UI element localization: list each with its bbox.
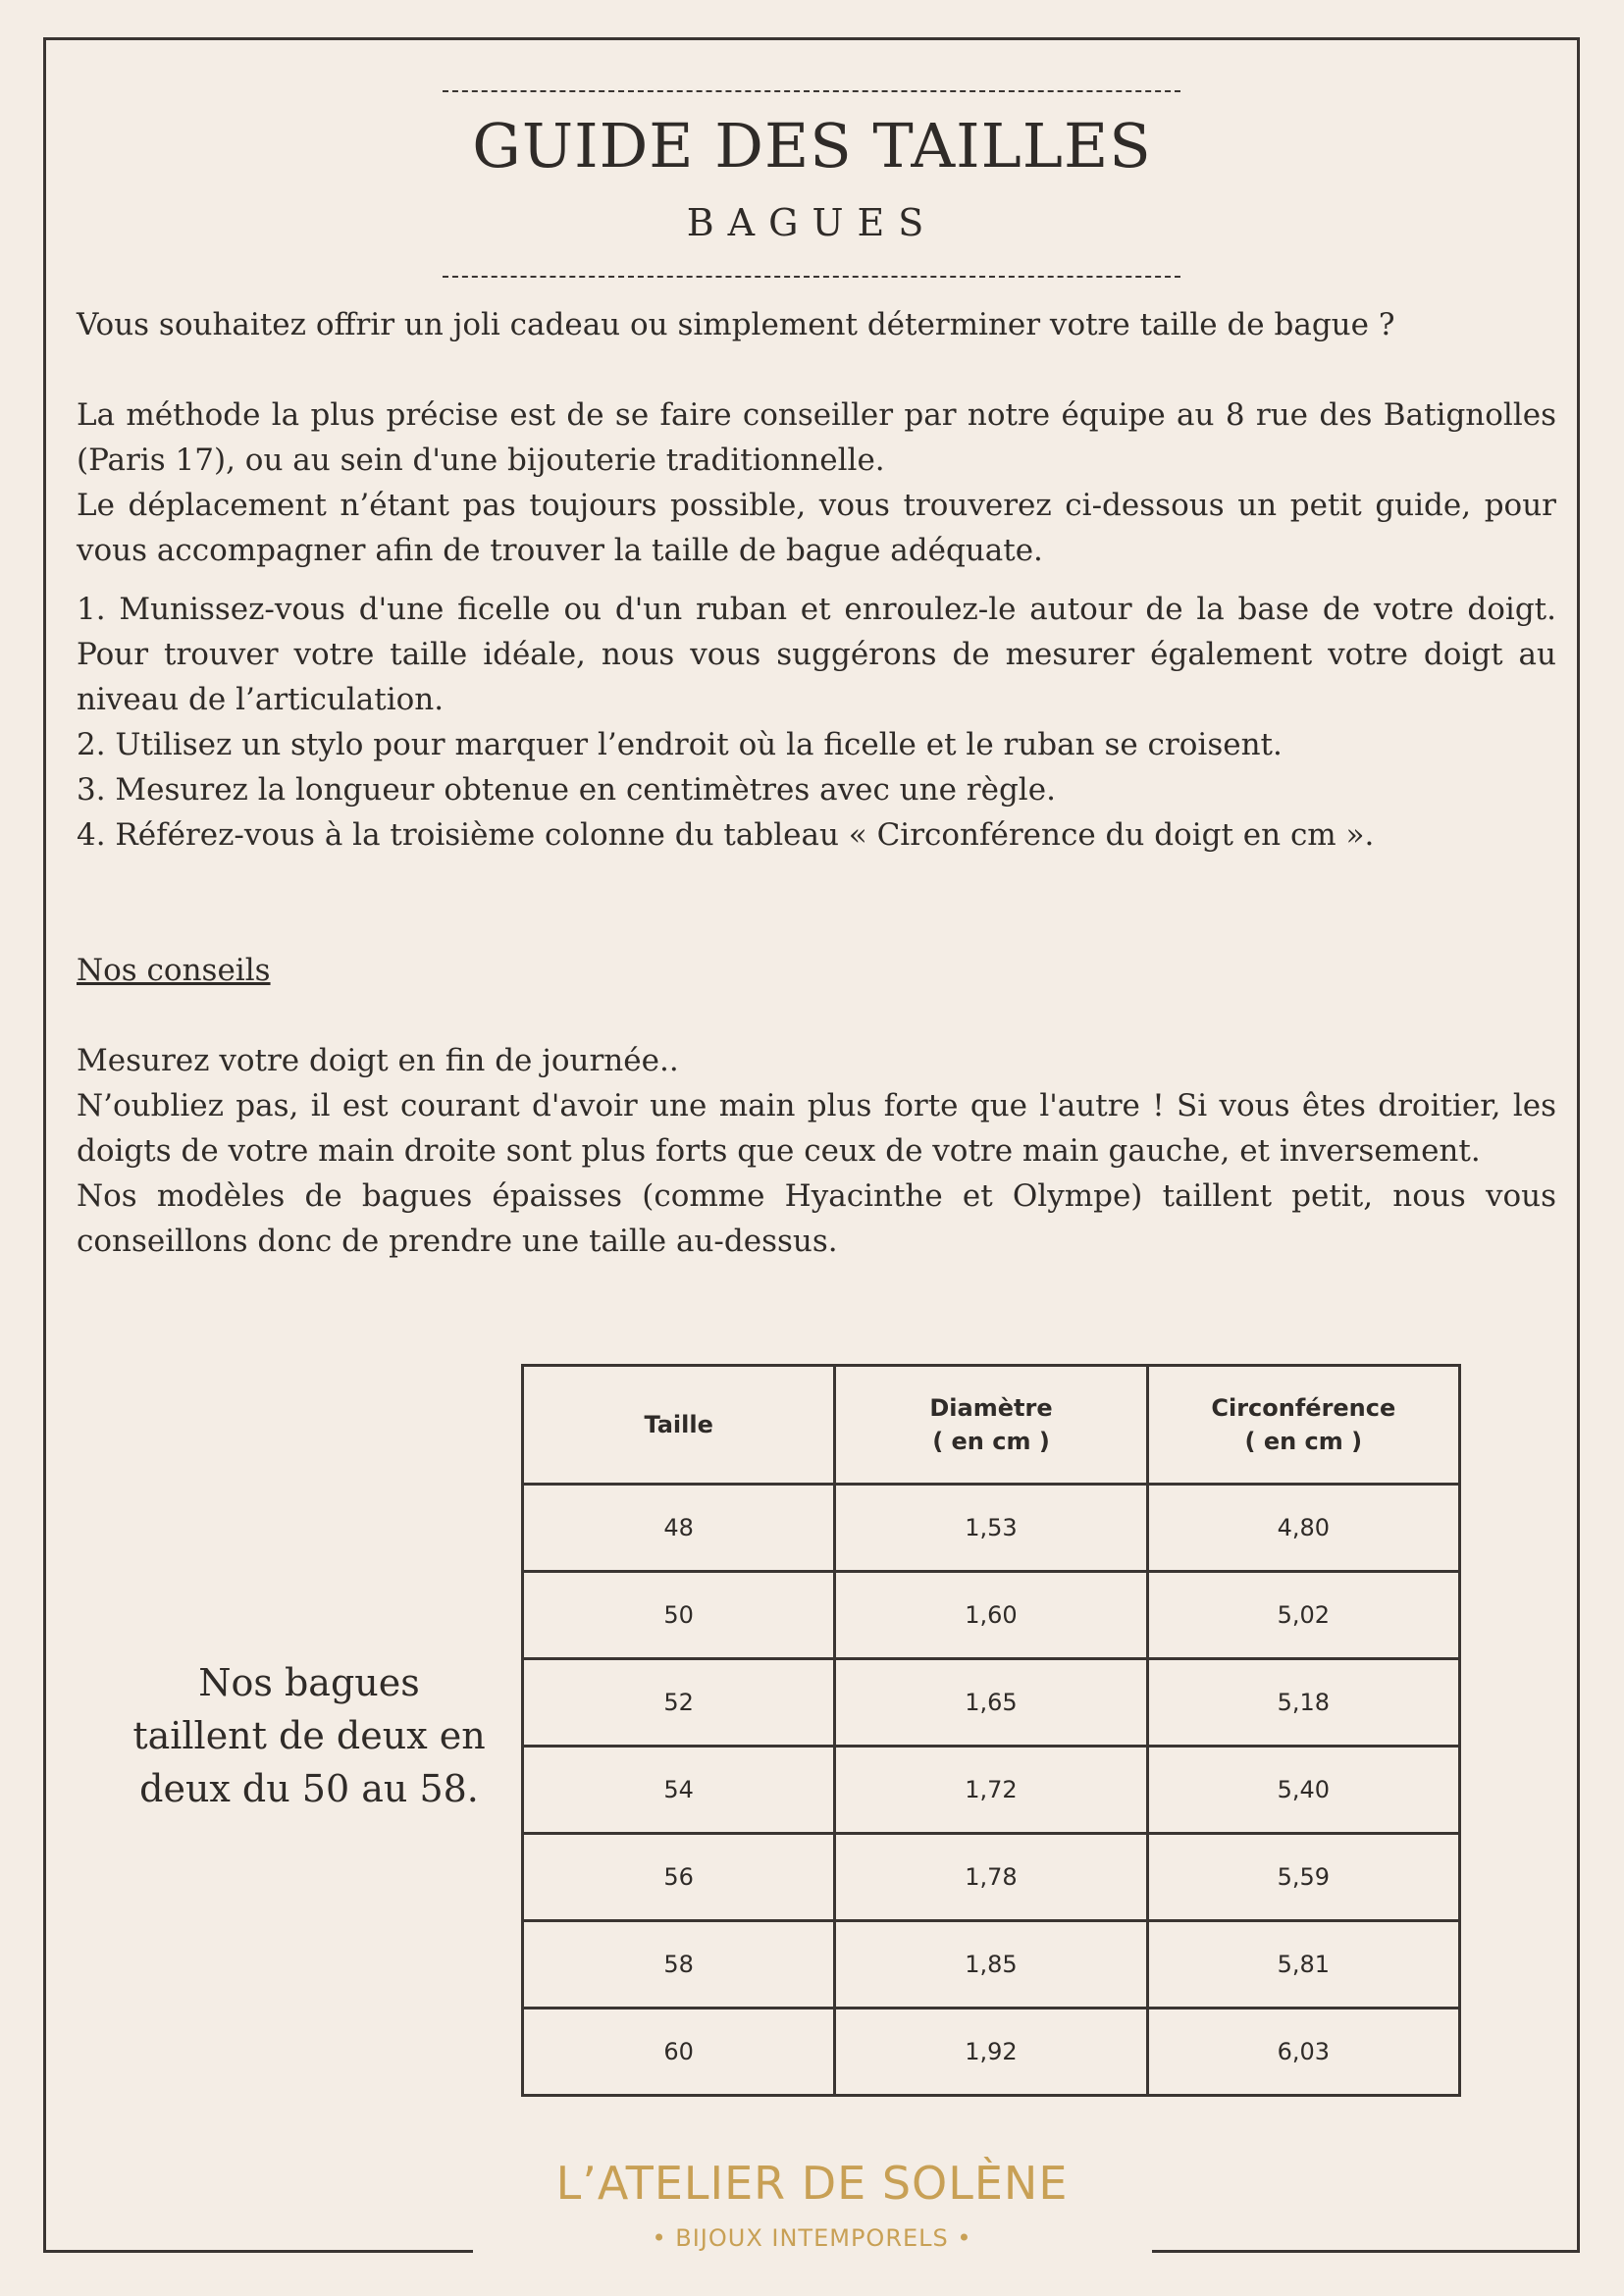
cell-diametre: 1,65	[835, 1659, 1147, 1747]
step-2: 2. Utilisez un stylo pour marquer l’endroit où la ficelle et le ruban se croisent.	[77, 727, 1283, 762]
size-range-note-line: Nos bagues	[198, 1661, 420, 1704]
size-range-note-line: deux du 50 au 58.	[139, 1767, 479, 1810]
advice-item-2: N’oubliez pas, il est courant d'avoir une main plus forte que l'autre ! Si vous êtes droitier, les doigts de votre main droite sont plus forts que ceux de votre main gauche, et inversement.	[77, 1088, 1556, 1169]
header-unit: ( en cm )	[1244, 1428, 1363, 1455]
cell-diametre: 1,85	[835, 1921, 1147, 2009]
page-subtitle: BAGUES	[686, 201, 938, 244]
cell-taille: 56	[523, 1834, 835, 1921]
cell-taille: 58	[523, 1921, 835, 2009]
column-header-taille	[523, 1366, 835, 1485]
column-header-diametre	[835, 1366, 1147, 1485]
cell-taille: 54	[523, 1747, 835, 1834]
top-dashed-divider	[443, 90, 1180, 92]
intro-method: La méthode la plus précise est de se faire conseiller par notre équipe au 8 rue des Batignolles (Paris 17), ou au sein d'une bijouterie traditionnelle.	[77, 397, 1556, 478]
page-title: GUIDE DES TAILLES	[472, 110, 1152, 182]
header-label: Circonférence	[1211, 1394, 1396, 1422]
cell-diametre: 1,60	[835, 1572, 1147, 1659]
cell-circonference: 5,81	[1147, 1921, 1459, 2009]
ring-size-table	[521, 1364, 1461, 2097]
column-header-circonference	[1147, 1366, 1459, 1485]
step-3: 3. Mesurez la longueur obtenue en centimètres avec une règle.	[77, 772, 1056, 808]
cell-diametre: 1,78	[835, 1834, 1147, 1921]
cell-taille: 50	[523, 1572, 835, 1659]
cell-taille: 60	[523, 2009, 835, 2096]
cell-diametre: 1,53	[835, 1485, 1147, 1572]
cell-circonference: 5,02	[1147, 1572, 1459, 1659]
header-label: Taille	[644, 1411, 713, 1438]
table-row	[523, 1747, 1460, 1834]
table-header-row	[523, 1366, 1460, 1485]
cell-diametre: 1,92	[835, 2009, 1147, 2096]
cell-circonference: 5,40	[1147, 1747, 1459, 1834]
size-range-note	[128, 1656, 491, 1815]
cell-diametre: 1,72	[835, 1747, 1147, 1834]
cell-taille: 48	[523, 1485, 835, 1572]
size-range-note-line: taillent de deux en	[132, 1714, 486, 1757]
intro-question: Vous souhaitez offrir un joli cadeau ou simplement déterminer votre taille de bague ?	[77, 307, 1395, 342]
intro-guide: Le déplacement n’étant pas toujours possible, vous trouverez ci-dessous un petit guide, pour vous accompagner afin de trouver la taille de bague adéquate.	[77, 488, 1556, 568]
advice-item-1: Mesurez votre doigt en fin de journée..	[77, 1043, 679, 1078]
cell-circonference: 5,59	[1147, 1834, 1459, 1921]
advice-heading: Nos conseils	[77, 953, 271, 988]
table-row	[523, 2009, 1460, 2096]
table-row	[523, 1485, 1460, 1572]
brand-logo-text: L’ATELIER DE SOLÈNE	[555, 2157, 1069, 2210]
cell-taille: 52	[523, 1659, 835, 1747]
cell-circonference: 5,18	[1147, 1659, 1459, 1747]
cell-circonference: 4,80	[1147, 1485, 1459, 1572]
table-row	[523, 1572, 1460, 1659]
advice-item-3: Nos modèles de bagues épaisses (comme Hyacinthe et Olympe) taillent petit, nous vous conseillons donc de prendre une taille au-dessus.	[77, 1178, 1556, 1259]
step-1: 1. Munissez-vous d'une ficelle ou d'un ruban et enroulez-le autour de la base de votre doigt. Pour trouver votre taille idéale, nous vous suggérons de mesurer également votre doigt au niveau de l’articulation.	[77, 592, 1556, 717]
header-unit: ( en cm )	[932, 1428, 1050, 1455]
brand-tagline: • BIJOUX INTEMPORELS •	[652, 2224, 972, 2252]
step-4: 4. Référez-vous à la troisième colonne du tableau « Circonférence du doigt en cm ».	[77, 817, 1375, 853]
cell-circonference: 6,03	[1147, 2009, 1459, 2096]
table-row	[523, 1834, 1460, 1921]
header-label: Diamètre	[929, 1394, 1053, 1422]
table-row	[523, 1659, 1460, 1747]
table-row	[523, 1921, 1460, 2009]
bottom-dashed-divider	[443, 276, 1180, 278]
